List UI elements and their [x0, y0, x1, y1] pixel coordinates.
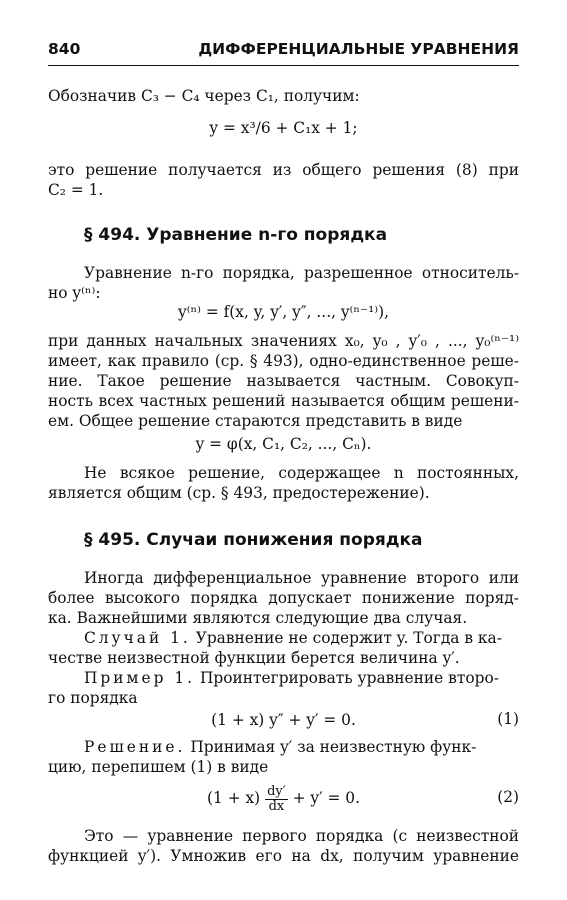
eq2-denominator: dx	[268, 798, 285, 814]
paragraph-line: цию, перепишем (1) в виде	[48, 758, 269, 776]
solution-text: Принимая y′ за неизвестную функ-	[190, 738, 477, 756]
solution-line	[84, 737, 519, 757]
paragraph-line: ние. Такое решение называется частным. Совокуп-	[48, 372, 519, 390]
paragraph-line: Уравнение n-го порядка, разрешенное относитель-	[84, 264, 519, 282]
paragraph-line: при данных начальных значениях x₀, y₀ , y′₀ , ..., y₀⁽ⁿ⁻¹⁾	[48, 332, 519, 350]
example-label: Пример 1.	[84, 669, 196, 687]
paragraph-line: Не всякое решение, содержащее n постоянных,	[84, 464, 519, 482]
eq2-numerator: dy′	[267, 783, 286, 799]
paragraph-line: имеет, как правило (ср. § 493), одно-единственное реше-	[48, 352, 519, 370]
equation-number: (1)	[497, 710, 519, 728]
paragraph-line: ность всех частных решений называется общим решени-	[48, 392, 519, 410]
paragraph-line: Обозначив C₃ − C₄ через C₁, получим:	[48, 87, 360, 105]
formula: y = φ(x, C₁, C₂, ..., Cₙ).	[195, 435, 372, 453]
running-title: ДИФФЕРЕНЦИАЛЬНЫЕ УРАВНЕНИЯ	[198, 40, 519, 58]
paragraph-line: но y⁽ⁿ⁾:	[48, 284, 101, 302]
page-header	[48, 40, 519, 64]
paragraph-line: Это — уравнение первого порядка (с неизвестной	[84, 827, 519, 845]
section-heading-495: § 495. Случаи понижения порядка	[84, 530, 423, 550]
header-rule	[48, 65, 519, 66]
case-text: Уравнение не содержит y. Тогда в ка-	[195, 629, 502, 647]
solution-label: Решение.	[84, 738, 186, 756]
paragraph-line: ка. Важнейшими являются следующие два случая.	[48, 609, 468, 627]
page-number: 840	[48, 40, 81, 58]
paragraph-line: ем. Общее решение стараются представить в виде	[48, 412, 463, 430]
example-text: Проинтегрировать уравнение второ-	[199, 669, 499, 687]
paragraph-line: C₂ = 1.	[48, 181, 104, 199]
eq2-right: + y′ = 0.	[292, 789, 360, 807]
equation-2	[48, 778, 519, 818]
example-line	[84, 668, 519, 688]
paragraph-line: честве неизвестной функции берется величина y′.	[48, 649, 460, 667]
formula: y⁽ⁿ⁾ = f(x, y, y′, y″, ..., y⁽ⁿ⁻¹⁾),	[178, 303, 389, 321]
paragraph-line: это решение получается из общего решения (8) при	[48, 161, 519, 179]
paragraph-line: Иногда дифференциальное уравнение второго или	[84, 569, 519, 587]
paragraph-line: функцией y′). Умножив его на dx, получим уравнение	[48, 847, 519, 865]
formula: y = x³/6 + C₁x + 1;	[209, 119, 358, 137]
equation-1: (1 + x) y″ + y′ = 0.	[211, 711, 356, 729]
section-heading-494: § 494. Уравнение n-го порядка	[84, 225, 388, 245]
eq2-fraction	[265, 785, 288, 814]
case-line	[84, 628, 519, 648]
paragraph-line: является общим (ср. § 493, предостережение).	[48, 484, 430, 502]
paragraph-line: го порядка	[48, 689, 138, 707]
case-label: Случай 1.	[84, 629, 191, 647]
equation-number: (2)	[497, 788, 519, 806]
eq2-left: (1 + x)	[207, 789, 261, 807]
paragraph-line: более высокого порядка допускает понижение поряд-	[48, 589, 519, 607]
